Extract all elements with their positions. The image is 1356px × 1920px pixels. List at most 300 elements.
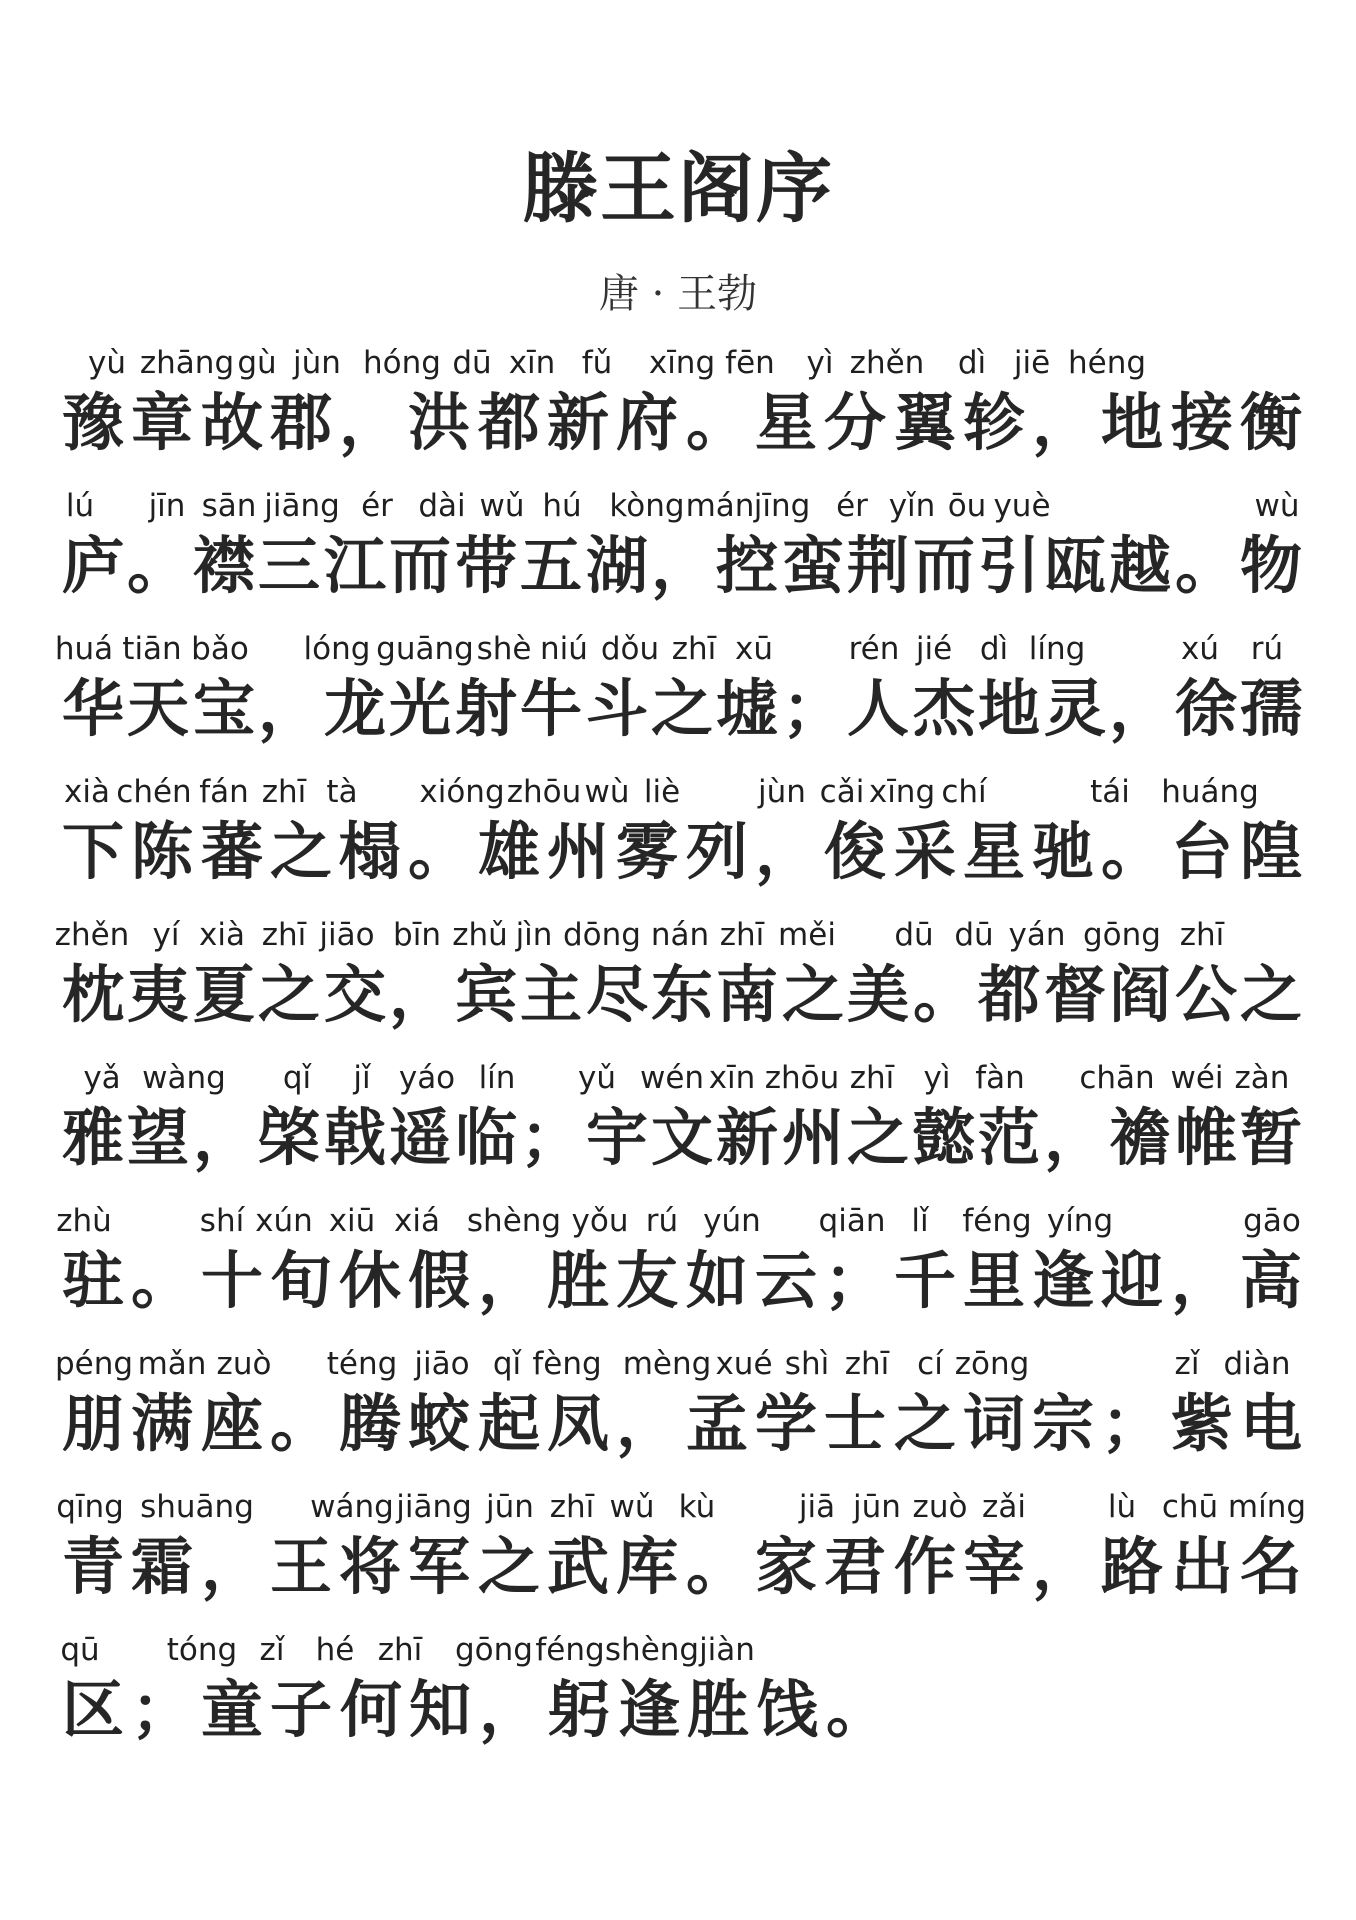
pinyin-syllable: liè [643,774,681,810]
hanzi-char: 翼 [894,386,957,459]
hanzi-char: 督 [1044,958,1107,1031]
hanzi-char: 都 [978,958,1041,1031]
pinyin-syllable: chān [1079,1060,1155,1096]
hanzi-char: 词 [963,1387,1026,1460]
poem-author: 唐 · 王勃 [598,271,758,317]
hanzi-char: 下 [62,815,125,888]
hanzi-char: 宗 [1032,1387,1095,1460]
hanzi-char: 荆 [847,529,910,602]
hanzi-char: 襟 [193,529,256,602]
pinyin-syllable: sān [201,488,257,524]
hanzi-char: 作 [894,1530,957,1603]
pinyin-syllable: xué [715,1346,773,1382]
pinyin-syllable: mǎn [137,1346,207,1382]
pinyin-syllable: xīn [708,1060,756,1096]
hanzi-row [62,385,1302,461]
pinyin-syllable: jiāng [264,488,340,524]
hanzi-char: 士 [824,1387,887,1460]
hanzi-char: 紫 [1171,1387,1234,1460]
pinyin-syllable: fàn [975,1060,1025,1096]
hanzi-char: 射 [455,672,518,745]
hanzi-char: 孺 [1240,672,1303,745]
hanzi-char: 里 [963,1244,1026,1317]
hanzi-char: 俊 [824,815,887,888]
hanzi-row [62,671,1302,747]
pinyin-syllable: mèng [622,1346,712,1382]
hanzi-char: 洪 [408,386,471,459]
pinyin-syllable: jīng [753,488,811,524]
hanzi-char: 接 [1171,386,1234,459]
pinyin-syllable: zhěn [54,917,130,953]
pinyin-syllable: zhōu [506,774,582,810]
pinyin-syllable: jiāng [396,1489,472,1525]
pinyin-syllable: kòng [609,488,685,524]
hanzi-char: 。 [1101,815,1164,888]
pinyin-syllable: rén [848,631,900,667]
pinyin-syllable: jūn [486,1489,534,1525]
pinyin-row [62,1632,1302,1672]
hanzi-char: 而 [913,529,976,602]
pinyin-syllable: xún [255,1203,313,1239]
hanzi-row [62,1100,1302,1176]
hanzi-char: 王 [270,1530,333,1603]
pinyin-syllable: yǒu [571,1203,629,1239]
pinyin-row [54,1346,1302,1386]
hanzi-char: 学 [755,1387,818,1460]
hanzi-char: 台 [1171,815,1234,888]
hanzi-char: 华 [62,672,125,745]
hanzi-char: 路 [1101,1530,1164,1603]
hanzi-char: 逢 [618,1673,681,1746]
pinyin-syllable: zǐ [259,1632,285,1668]
hanzi-char: 何 [340,1673,403,1746]
pinyin-syllable: wàng [142,1060,226,1096]
hanzi-char: 而 [389,529,452,602]
pinyin-syllable: fèng [532,1346,602,1382]
hanzi-char: 星 [963,815,1026,888]
pinyin-syllable: jùn [293,345,341,381]
hanzi-char: 君 [824,1530,887,1603]
pinyin-syllable: gōng [1083,917,1161,953]
pinyin-syllable: qū [60,1632,100,1668]
hanzi-char: 库 [616,1530,679,1603]
hanzi-char: 灵 [1044,672,1107,745]
hanzi-char: 。 [826,1673,889,1746]
pinyin-syllable: cǎi [819,774,865,810]
hanzi-char: 东 [651,958,714,1031]
hanzi-char: 墟 [716,672,779,745]
hanzi-char: 武 [547,1530,610,1603]
hanzi-char: 座 [201,1387,264,1460]
hanzi-char: 望 [127,1101,190,1174]
pinyin-syllable: shèng [466,1203,562,1239]
hanzi-char: 地 [1101,386,1164,459]
hanzi-char: 徐 [1175,672,1238,745]
hanzi-char: 章 [131,386,194,459]
hanzi-char: ； [824,1244,887,1317]
pinyin-syllable: wǔ [479,488,525,524]
hanzi-char: 物 [1240,529,1303,602]
pinyin-syllable: zhōu [764,1060,840,1096]
hanzi-char: 之 [478,1530,541,1603]
hanzi-char: 蕃 [201,815,264,888]
hanzi-char: 文 [651,1101,714,1174]
hanzi-char: ， [193,1101,256,1174]
hanzi-char: 分 [824,386,887,459]
pinyin-syllable: ér [836,488,868,524]
pinyin-syllable: lǐ [911,1203,929,1239]
hanzi-char: 高 [1240,1244,1303,1317]
pinyin-syllable: wù [1254,488,1300,524]
hanzi-char: 旬 [270,1244,333,1317]
pinyin-syllable: jìn [515,917,553,953]
hanzi-char: 江 [324,529,387,602]
hanzi-char: 驻 [62,1244,125,1317]
pinyin-syllable: xīn [508,345,556,381]
pinyin-syllable: nán [650,917,710,953]
pinyin-syllable: rú [645,1203,679,1239]
hanzi-char: 地 [978,672,1041,745]
hanzi-char: 青 [62,1530,125,1603]
hanzi-char: 采 [894,815,957,888]
hanzi-char: 五 [520,529,583,602]
hanzi-char: 凤 [547,1387,610,1460]
hanzi-char: 故 [201,386,264,459]
pinyin-syllable: yǔ [578,1060,616,1096]
hanzi-char: ， [1109,672,1172,745]
hanzi-char: 军 [408,1530,471,1603]
pinyin-row [62,488,1302,528]
hanzi-char: 主 [520,958,583,1031]
hanzi-char: 满 [131,1387,194,1460]
hanzi-char: 友 [616,1244,679,1317]
hanzi-char: 之 [270,815,333,888]
hanzi-char: 朋 [62,1387,125,1460]
hanzi-char: 驰 [1032,815,1095,888]
pinyin-syllable: yuè [993,488,1051,524]
hanzi-char: 十 [201,1244,264,1317]
hanzi-char: 庐 [62,529,125,602]
hanzi-char: 阎 [1109,958,1172,1031]
pinyin-syllable: jiāo [319,917,375,953]
pinyin-syllable: jùn [758,774,806,810]
hanzi-char: 起 [478,1387,541,1460]
hanzi-char: 带 [455,529,518,602]
hanzi-char: 子 [270,1673,333,1746]
hanzi-char: ， [1171,1244,1234,1317]
hanzi-char: 星 [755,386,818,459]
pinyin-syllable: qīng [56,1489,124,1525]
hanzi-char: 州 [782,1101,845,1174]
hanzi-char: 隍 [1240,815,1303,888]
pinyin-syllable: zhī [261,917,307,953]
hanzi-char: 休 [339,1244,402,1317]
hanzi-char: 宝 [193,672,256,745]
pinyin-syllable: yǎ [83,1060,121,1096]
hanzi-char: 。 [131,1244,194,1317]
pinyin-syllable: chū [1161,1489,1219,1525]
pinyin-syllable: zhī [849,1060,895,1096]
poem-body [54,345,1307,1775]
pinyin-syllable: shuāng [140,1489,254,1525]
hanzi-char: 家 [755,1530,818,1603]
pinyin-syllable: tóng [166,1632,238,1668]
hanzi-char: 之 [258,958,321,1031]
pinyin-syllable: tái [1090,774,1130,810]
pinyin-syllable: rú [1250,631,1284,667]
hanzi-char: 霜 [131,1530,194,1603]
pinyin-row [62,774,1302,814]
pinyin-syllable: wǔ [609,1489,655,1525]
pinyin-syllable: féng [962,1203,1032,1239]
pinyin-row [54,917,1302,957]
pinyin-row [54,631,1302,671]
pinyin-syllable: fán [199,774,249,810]
hanzi-char: 杰 [913,672,976,745]
hanzi-char: ， [616,1387,679,1460]
hanzi-char: 光 [389,672,452,745]
hanzi-char: 童 [201,1673,264,1746]
pinyin-syllable: bīn [393,917,441,953]
hanzi-char: 名 [1240,1530,1303,1603]
hanzi-char: 蛮 [782,529,845,602]
hanzi-char: 区 [62,1673,125,1746]
hanzi-char: 交 [324,958,387,1031]
pinyin-syllable: xióng [419,774,505,810]
pinyin-syllable: dōng [563,917,641,953]
pinyin-syllable: zhěn [849,345,925,381]
pinyin-syllable: cí [917,1346,943,1382]
hanzi-char: 胜 [547,1244,610,1317]
pinyin-syllable: shèng [604,1632,700,1668]
pinyin-syllable: qiān [818,1203,886,1239]
pinyin-syllable: líng [1028,631,1086,667]
poem-line [62,1632,1302,1775]
hanzi-char: 帷 [1175,1101,1238,1174]
pinyin-syllable: yǐn [888,488,936,524]
hanzi-char: 都 [478,386,541,459]
hanzi-char: 逢 [1032,1244,1095,1317]
pinyin-syllable: gāo [1243,1203,1301,1239]
pinyin-syllable: zhāng [139,345,235,381]
pinyin-syllable: diàn [1223,1346,1291,1382]
hanzi-char: 雄 [478,815,541,888]
pinyin-syllable: jiē [1013,345,1051,381]
pinyin-syllable: míng [1227,1489,1307,1525]
hanzi-char: 电 [1240,1387,1303,1460]
hanzi-char: 尽 [586,958,649,1031]
hanzi-char: 越 [1109,529,1172,602]
hanzi-char: 州 [547,815,610,888]
pinyin-syllable: hú [542,488,582,524]
pinyin-syllable: péng [54,1346,134,1382]
pinyin-syllable: qǐ [492,1346,522,1382]
hanzi-char: 。 [913,958,976,1031]
pinyin-syllable: zhù [56,1203,112,1239]
pinyin-syllable: téng [326,1346,398,1382]
hanzi-char: 宇 [586,1101,649,1174]
pinyin-syllable: zǎi [982,1489,1026,1525]
pinyin-syllable: niú [540,631,588,667]
pinyin-syllable: guāng [376,631,474,667]
hanzi-char: 躬 [548,1673,611,1746]
pinyin-syllable: lóng [303,631,371,667]
hanzi-char: 如 [686,1244,749,1317]
hanzi-char: ， [201,1530,264,1603]
pinyin-syllable: fǔ [581,345,613,381]
hanzi-char: ， [1044,1101,1107,1174]
hanzi-char: 襜 [1109,1101,1172,1174]
hanzi-char: 。 [408,815,471,888]
hanzi-char: ， [1032,1530,1095,1603]
pinyin-syllable: ér [361,488,393,524]
hanzi-char: 控 [716,529,779,602]
hanzi-char: ； [131,1673,194,1746]
pinyin-syllable: jǐ [353,1060,371,1096]
hanzi-char: 瓯 [1044,529,1107,602]
hanzi-char: 暂 [1240,1101,1303,1174]
hanzi-char: 雅 [62,1101,125,1174]
poem-line [54,1346,1303,1489]
pinyin-syllable: lú [65,488,95,524]
pinyin-syllable: yún [703,1203,761,1239]
pinyin-syllable: zhī [549,1489,595,1525]
hanzi-char: ； [1101,1387,1164,1460]
hanzi-char: 衡 [1240,386,1303,459]
hanzi-char: 。 [1175,529,1238,602]
pinyin-syllable: yíng [1046,1203,1114,1239]
pinyin-syllable: xú [1181,631,1219,667]
hanzi-char: ， [258,672,321,745]
hanzi-char: ， [389,958,452,1031]
hanzi-char: 豫 [62,386,125,459]
hanzi-row [62,957,1302,1033]
pinyin-syllable: bǎo [191,631,249,667]
pinyin-syllable: yí [152,917,180,953]
hanzi-char: ， [755,815,818,888]
hanzi-char: 陈 [131,815,194,888]
hanzi-char: 。 [270,1387,333,1460]
pinyin-syllable: chí [941,774,987,810]
pinyin-syllable: zuò [216,1346,272,1382]
pinyin-syllable: fēn [725,345,775,381]
hanzi-row [62,1386,1302,1462]
hanzi-char: ， [651,529,714,602]
pinyin-syllable: wéi [1170,1060,1224,1096]
pinyin-syllable: hé [315,1632,355,1668]
pinyin-syllable: kù [678,1489,716,1525]
pinyin-syllable: huá [54,631,114,667]
pinyin-syllable: dài [418,488,466,524]
hanzi-char: ， [478,1244,541,1317]
pinyin-syllable: tiān [122,631,182,667]
hanzi-char: 知 [409,1673,472,1746]
pinyin-syllable: zǐ [1174,1346,1200,1382]
poem-line [56,1489,1307,1632]
hanzi-char: ， [479,1673,542,1746]
pinyin-syllable: wù [584,774,630,810]
hanzi-char: 轸 [963,386,1026,459]
hanzi-char: 。 [686,386,749,459]
pinyin-syllable: zhī [719,917,765,953]
poem-line [56,1203,1303,1346]
hanzi-char: 南 [716,958,779,1031]
pinyin-syllable: jié [915,631,953,667]
pinyin-syllable: gōng [455,1632,533,1668]
hanzi-char: 三 [258,529,321,602]
hanzi-char: 胜 [687,1673,750,1746]
poem-line [62,774,1302,917]
hanzi-row [62,1672,1302,1748]
pinyin-syllable: héng [1067,345,1147,381]
poem-line [62,488,1302,631]
pinyin-syllable: zhī [671,631,717,667]
poem-title: 滕王阁序 [522,144,834,233]
hanzi-char: 之 [782,958,845,1031]
pinyin-syllable: jīn [148,488,186,524]
pinyin-syllable: dì [957,345,987,381]
pinyin-syllable: zuò [912,1489,968,1525]
hanzi-char: 人 [847,672,910,745]
hanzi-char: 天 [127,672,190,745]
hanzi-char: ； [520,1101,583,1174]
pinyin-syllable: xiá [394,1203,440,1239]
pinyin-syllable: dū [954,917,994,953]
poem-line [62,1060,1302,1203]
hanzi-char: ； [782,672,845,745]
pinyin-row [62,345,1302,385]
hanzi-char: 府 [616,386,679,459]
pinyin-syllable: xià [199,917,245,953]
hanzi-char: 戟 [324,1101,387,1174]
hanzi-char: 遥 [389,1101,452,1174]
pinyin-syllable: dū [452,345,492,381]
hanzi-row [62,814,1302,890]
pinyin-syllable: dǒu [600,631,660,667]
hanzi-char: 之 [894,1387,957,1460]
hanzi-row [62,528,1302,604]
pinyin-syllable: hóng [363,345,441,381]
hanzi-char: 之 [651,672,714,745]
hanzi-char: 腾 [339,1387,402,1460]
pinyin-syllable: yì [923,1060,951,1096]
hanzi-char: 迎 [1101,1244,1164,1317]
pinyin-syllable: jiàn [699,1632,755,1668]
pinyin-syllable: jūn [853,1489,901,1525]
hanzi-char: 宾 [455,958,518,1031]
hanzi-char: 美 [847,958,910,1031]
hanzi-char: 之 [847,1101,910,1174]
pinyin-syllable: zhī [377,1632,423,1668]
hanzi-char: 棨 [258,1101,321,1174]
pinyin-syllable: zhī [261,774,307,810]
hanzi-char: 范 [978,1101,1041,1174]
pinyin-row [62,1060,1302,1100]
hanzi-char: 临 [455,1101,518,1174]
hanzi-char: 孟 [686,1387,749,1460]
pinyin-syllable: zhī [1179,917,1225,953]
pinyin-row [56,1489,1307,1529]
pinyin-syllable: tà [326,774,358,810]
hanzi-char: 千 [894,1244,957,1317]
pinyin-syllable: zōng [954,1346,1030,1382]
hanzi-char: 列 [686,815,749,888]
hanzi-char: 引 [978,529,1041,602]
pinyin-syllable: měi [778,917,836,953]
pinyin-syllable: zhī [844,1346,890,1382]
pinyin-syllable: xīng [868,774,936,810]
hanzi-char: 湖 [586,529,649,602]
